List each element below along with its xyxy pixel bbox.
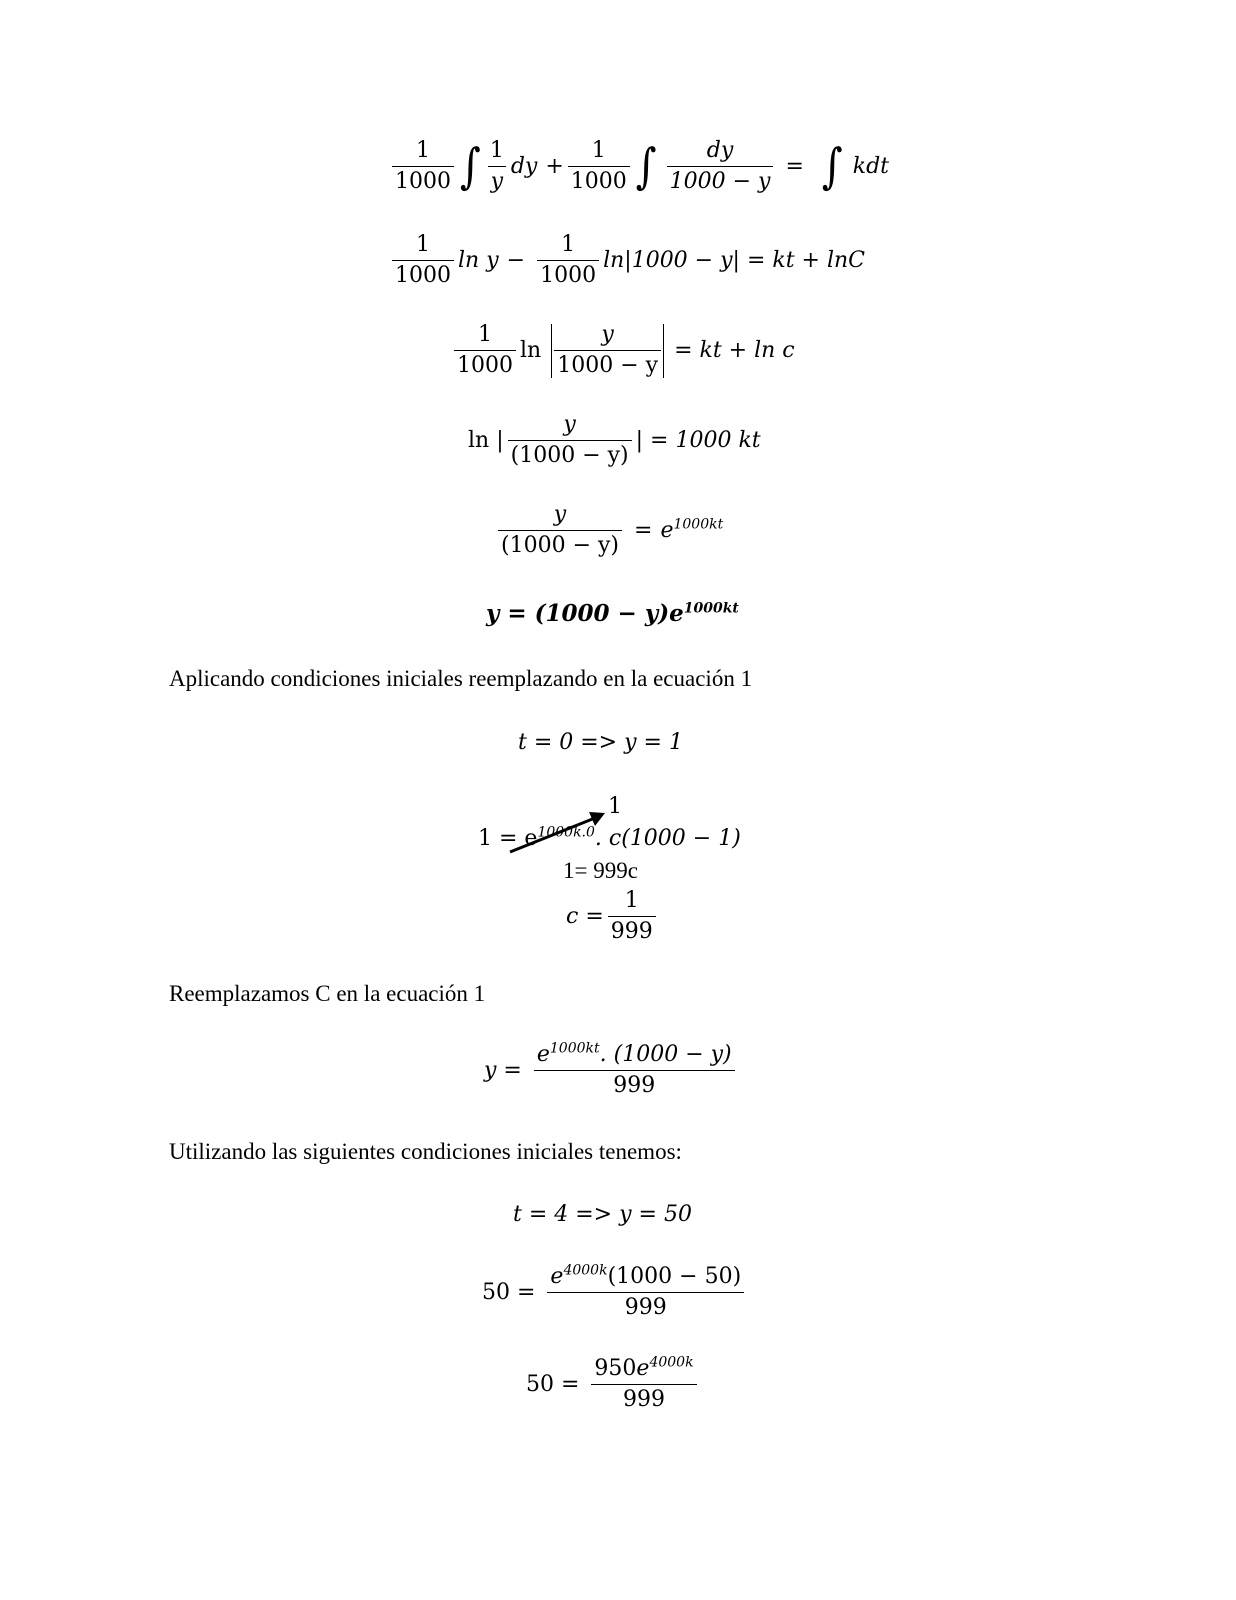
equation-fifty-substituted bbox=[482, 1264, 748, 1322]
fraction-denominator: (1000 − y) bbox=[508, 440, 632, 469]
fraction-denominator: 1000 − y bbox=[554, 350, 661, 379]
exponent: 4000k bbox=[563, 1262, 608, 1279]
paragraph-apply-conditions: Aplicando condiciones iniciales reemplazando en la ecuación 1 bbox=[169, 666, 753, 691]
fraction-denominator: 1000 bbox=[392, 166, 454, 195]
operator: + bbox=[545, 154, 564, 180]
fraction-numerator: 1 bbox=[416, 138, 430, 163]
differential: dy bbox=[510, 154, 538, 180]
fraction-denominator: 1000 bbox=[537, 260, 599, 289]
initial-condition-2: t = 4 => y = 50 bbox=[513, 1202, 692, 1227]
fraction-numerator: 1 bbox=[561, 232, 576, 257]
equation-999c: 1= 999c bbox=[563, 858, 638, 883]
exponent: 1000k.0 bbox=[537, 824, 595, 841]
fraction-denominator: 999 bbox=[547, 1292, 744, 1321]
exp-base: e bbox=[669, 600, 684, 627]
fraction-numerator: y bbox=[553, 502, 567, 527]
rhs: = kt + ln c bbox=[674, 338, 795, 364]
fraction-numerator: 1 bbox=[416, 232, 430, 257]
arrow-line bbox=[510, 818, 595, 852]
equation-text: . (1000 − y) bbox=[599, 1042, 732, 1067]
integral-sign: ∫ bbox=[635, 139, 657, 195]
exponent: 1000kt bbox=[673, 517, 724, 534]
equation-text: . c(1000 − 1) bbox=[594, 826, 741, 851]
fraction-denominator: 999 bbox=[534, 1070, 735, 1099]
ln-operator: ln bbox=[520, 338, 542, 364]
equation-text: 50 = bbox=[526, 1372, 580, 1398]
fraction-numerator: 1 bbox=[489, 138, 504, 163]
exponent: 4000k bbox=[649, 1354, 694, 1371]
initial-condition-1: t = 0 => y = 1 bbox=[518, 730, 683, 755]
equation-y-solution bbox=[484, 1042, 739, 1100]
fraction-denominator: 1000 − y bbox=[667, 166, 774, 195]
equation-fifty-simplified bbox=[526, 1356, 701, 1414]
equation-text: 1 = e bbox=[478, 826, 538, 851]
fraction-numerator: 1 bbox=[478, 322, 492, 347]
fraction-denominator: (1000 − y) bbox=[498, 530, 622, 559]
fraction-numerator: 1 bbox=[624, 888, 639, 913]
operator: = bbox=[634, 518, 653, 544]
integral-sign: ∫ bbox=[460, 139, 481, 195]
fraction-numerator: 1 bbox=[591, 138, 606, 163]
rhs: | = 1000 kt bbox=[635, 428, 761, 454]
paragraph-use-conditions: Utilizando las siguientes condiciones iniciales tenemos: bbox=[169, 1139, 682, 1164]
log-abs-term: ln|1000 − y| = kt + lnC bbox=[603, 248, 865, 274]
fraction-denominator: 999 bbox=[608, 916, 656, 945]
fraction-numerator: y bbox=[563, 412, 576, 437]
integral-sign: ∫ bbox=[821, 139, 843, 195]
equation-text: 50 = bbox=[482, 1280, 536, 1306]
equation-text: y = bbox=[484, 1058, 522, 1084]
exponent: 1000kt bbox=[549, 1040, 600, 1057]
fraction-denominator: 1000 bbox=[454, 350, 516, 379]
fraction-denominator: 1000 bbox=[568, 166, 630, 195]
paragraph-replace-c: Reemplazamos C en la ecuación 1 bbox=[169, 981, 486, 1006]
fraction-denominator: 999 bbox=[591, 1384, 696, 1413]
exp-base: e bbox=[536, 1042, 550, 1067]
fraction-denominator: 1000 bbox=[392, 260, 454, 289]
fraction-numerator: dy bbox=[706, 138, 734, 163]
equation-text: y = (1000 − y) bbox=[486, 600, 670, 627]
log-term: ln y bbox=[458, 248, 499, 274]
operator: − bbox=[506, 248, 526, 274]
exp-base: e bbox=[550, 1264, 564, 1289]
ln-operator: ln | bbox=[468, 428, 504, 454]
fraction-denominator: y bbox=[488, 166, 506, 195]
integrand: kdt bbox=[852, 154, 890, 180]
coefficient: 950 bbox=[594, 1356, 637, 1381]
equation-text: c = bbox=[566, 904, 604, 930]
exp-base: e bbox=[636, 1356, 650, 1381]
equation-text: (1000 − 50) bbox=[607, 1264, 742, 1289]
operator: = bbox=[785, 154, 804, 180]
exp-base: e bbox=[660, 518, 674, 544]
arrow-result-value: 1 bbox=[608, 794, 622, 819]
equation-c-value bbox=[566, 888, 660, 946]
exponent: 1000kt bbox=[683, 600, 739, 617]
fraction-numerator: y bbox=[601, 322, 614, 347]
